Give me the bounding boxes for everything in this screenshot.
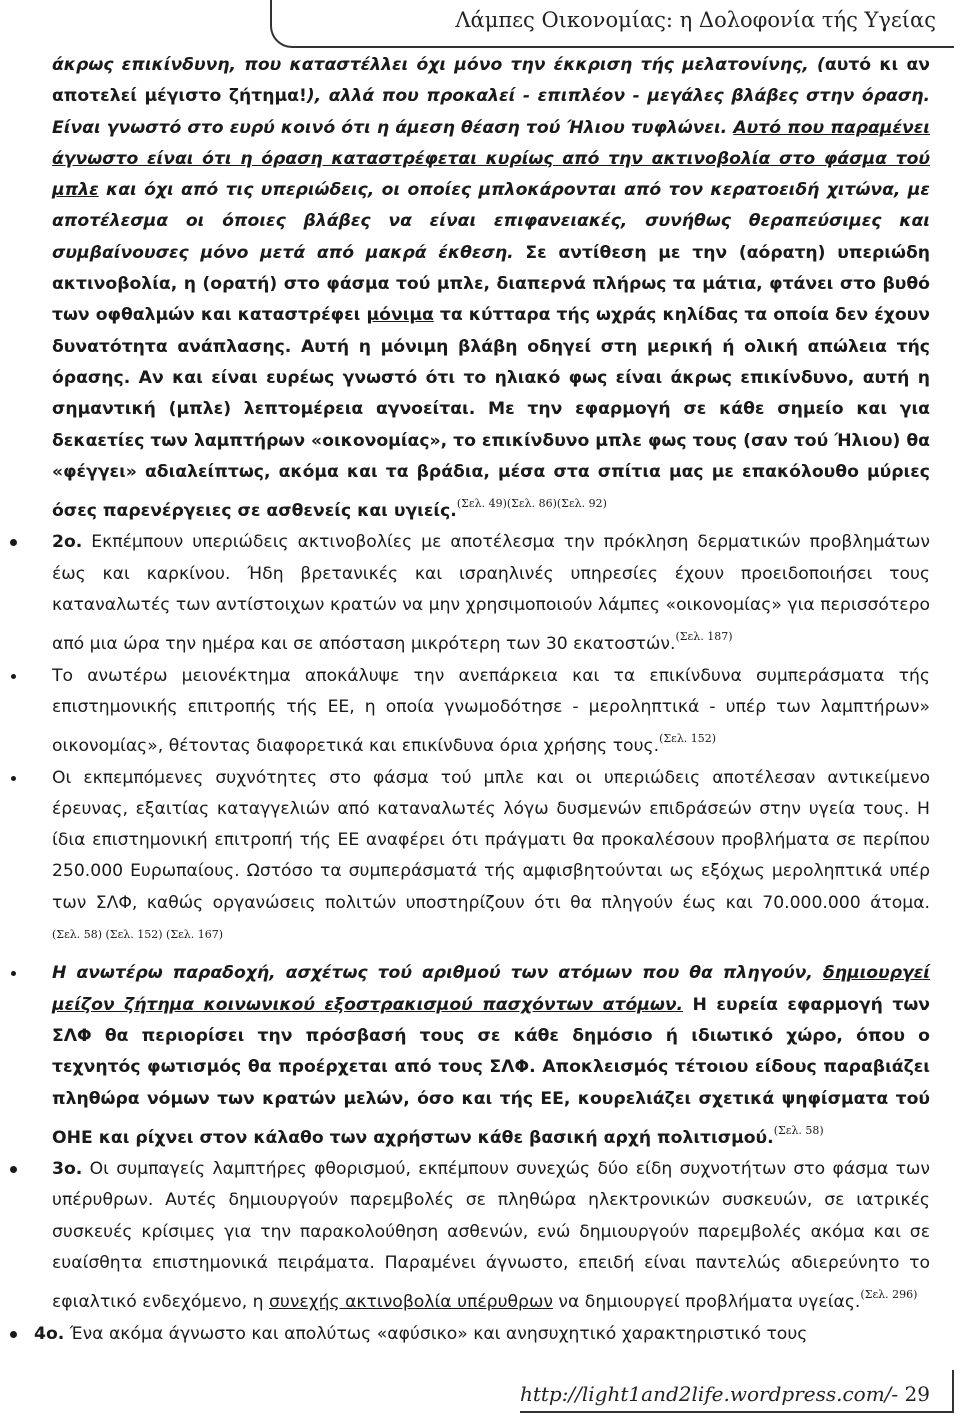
intro-underlined-text: μόνιμα: [366, 305, 434, 326]
bullet-icon: [11, 674, 16, 679]
footer-separator: -: [891, 1382, 905, 1406]
item-text: Οι εκπεμπόμενες συχνότητες στο φάσμα τού μπλε και οι υπεριώδεις αποτέλεσαν αντικείμενο έρευνας, εξαιτίας καταγγελιών από καταναλωτές λόγω δυσμενών επιδράσεών στην υγεία τους. Η ίδια επιστημονική επιτροπή τής ΕΕ αναφέρει ότι πράγματι θα προκαλέσουν προβλήματα σε περίπου 250.000 Ευρωπαίους. Ωστόσο τα συμπεράσματά τής αμφισβητούνται ως εξόχως μεροληπτικά υπέρ των ΣΛΦ, καθώς οργανώσεις πολιτών υποστηρίζουν ότι θα πληγούν έως και 70.000.000 άτομα.: [52, 767, 930, 913]
footer-url-link[interactable]: http://light1and2life.wordpress.com/: [519, 1382, 892, 1406]
list-item: [52, 661, 930, 763]
item-text: [683, 995, 692, 1015]
intro-text: ), αλλά που προκαλεί - επιπλέον - μεγάλες βλάβες στην όραση. Είναι γνωστό στο ευρύ κοινό ότι η άμεση θέαση τού Ήλιου τυφλώνει.: [52, 86, 930, 138]
intro-text: Σε αντίθεση με την (αόρατη) υπεριώδη ακτινοβολία, η (ορατή) στο φάσμα τού μπλε, διαπερνά πλήρως τα μάτια, φτάνει στο βυθό των οφθαλμών και καταστρέφει: [52, 242, 930, 326]
intro-text: και όχι από τις υπεριώδεις, οι οποίες μπλοκάρονται από τον κερατοειδή χιτώνα, με αποτέλεσμα οι όποιες βλάβες να είναι επιφανειακές, συνήθως θεραπεύσιμες και συμβαίνουσες μόνο μετά από μακρά έκθεση.: [52, 180, 930, 263]
item-text: Η ανωτέρω παραδοχή, ασχέτως τού αριθμού των ατόμων που θα πληγούν,: [52, 963, 823, 984]
list-item: [34, 1319, 930, 1350]
intro-text: άκρως επικίνδυνη, που καταστέλλει όχι μόνο την έκκριση τής μελατονίνης, (: [52, 55, 825, 75]
item-text: να δημιουργεί προβλήματα υγείας.: [552, 1292, 861, 1313]
bullet-icon: [11, 776, 16, 781]
item-underlined-text: δημιουργεί μείζον ζήτημα κοινωνικού εξοστρακισμού πασχόντων ατόμων.: [52, 963, 930, 1015]
list-item: [52, 958, 930, 1154]
footer: [520, 1382, 930, 1406]
bullet-icon: [10, 539, 17, 546]
item-text: Η ευρεία εφαρμογή των ΣΛΦ θα περιορίσει την πρόσβασή τους σε κάθε δημόσιο ή ιδιωτικό χώρο, όπου ο τεχνητός φωτισμός θα προέρχεται από τους ΣΛΦ. Αποκλεισμός τέτοιου είδους παραβιάζει πληθώρα νόμων των κρατών μελών, όσο και τής ΕΕ, κουρελιάζει σχετικά ψηφίσματα τού ΟΗΕ και ρίχνει στον κάλαθο των αχρήστων κάθε βασική αρχή πολιτισμού.: [52, 994, 930, 1148]
footer-rule-end: [952, 1370, 954, 1412]
footer-rule: [520, 1411, 954, 1413]
intro-underlined-text: μπλε: [52, 180, 99, 201]
page-reference: (Σελ. 58) (Σελ. 152) (Σελ. 167): [52, 928, 224, 942]
item-text: Εκπέμπουν υπεριώδεις ακτινοβολίες με αποτέλεσμα την πρόκληση δερματικών προβλημάτων έως και καρκίνου. Ήδη βρετανικές και ισραηλινές υπηρεσίες έχουν προειδοποιήσει τους καταναλωτές των αντίστοιχων κρατών να μην χρησιμοποιούν λάμπες «οικονομίας» για περισσότερο από μια ώρα την ημέρα και σε απόσταση μικρότερη των 30 εκατοστών.: [52, 532, 930, 655]
page-reference: (Σελ. 58): [773, 1123, 824, 1137]
item-text: Οι συμπαγείς λαμπτήρες φθορισμού, εκπέμπουν συνεχώς δύο είδη συχνοτήτων στο φάσμα των υπέρυθρων. Αυτές δημιουργούν παρεμβολές σε πληθώρα ηλεκτρονικών συσκευών, σε ιατρικές συσκευές κρίσιμες για την παρακολούθηση ασθενών, ενώ δημιουργούν παρεμβολές ακόμα και σε ευαίσθητα επιστημονικά πειράματα. Παραμένει άγνωστο, επειδή είναι παντελώς αδιερεύνητο το εφιαλτικό ενδεχόμενο, η: [52, 1159, 930, 1313]
bullet-icon: [10, 1166, 17, 1173]
intro-text: αυτό κι αν αποτελεί μέγιστο ζήτημα!: [52, 55, 930, 107]
intro-paragraph: [52, 50, 930, 527]
page-number: 29: [904, 1382, 930, 1406]
list-item: [52, 1154, 930, 1318]
page-reference: (Σελ. 49)(Σελ. 86)(Σελ. 92): [456, 497, 607, 511]
intro-underlined-text: Αυτό που παραμένει άγνωστο είναι ότι η όραση καταστρέφεται κυρίως από την ακτινοβολία στο φάσμα τού: [52, 117, 930, 169]
item-underlined-text: συνεχής ακτινοβολία υπέρυθρων: [268, 1292, 553, 1313]
page-reference: (Σελ. 296): [860, 1288, 918, 1302]
running-header-title: Λάμπες Οικονομίας: η Δολοφονία τής Υγείας: [455, 8, 936, 32]
item-text: Το ανωτέρω μειονέκτημα αποκάλυψε την ανεπάρκεια και τα επικίνδυνα συμπεράσματα τής επιστημονικής επιτροπής τής ΕΕ, η οποία γνωμοδότησε - μεροληπτικά - υπέρ των λαμπτήρων» οικονομίας», θέτοντας διαφορετικά και επικίνδυνα όρια χρήσης τους.: [52, 665, 930, 757]
intro-text: τα κύτταρα τής ωχράς κηλίδας τα οποία δεν έχουν δυνατότητα ανάπλασης. Αυτή η μόνιμη βλάβη οδηγεί στη μερική ή ολική απώλεια τής όρασης. Αν και είναι ευρέως γνωστό ότι το ηλιακό φως είναι άκρως επικίνδυνο, αυτή η σημαντική (μπλε) λεπτομέρεια αγνοείται. Με την εφαρμογή σε κάθε σημείο και για δεκαετίες των λαμπτήρων «οικονομίας», το επικίνδυνο μπλε φως τους (σαν τού Ήλιου) θα «φέγγει» αδιαλείπτως, ακόμα και τα βράδια, μέσα στα σπίτια μας με επακόλουθο μύριες όσες παρενέργειες σε ασθενείς και υγιείς.: [52, 305, 930, 522]
page-body: [34, 50, 930, 1350]
item-number: 3ο.: [52, 1159, 83, 1180]
bullet-icon: [11, 971, 16, 976]
page-reference: (Σελ. 187): [675, 630, 733, 644]
list-item: [52, 527, 930, 660]
list-item: [52, 763, 930, 959]
item-number: 4ο.: [34, 1323, 65, 1344]
page-reference: (Σελ. 152): [659, 732, 717, 746]
item-number: 2ο.: [52, 532, 83, 553]
item-text: Ένα ακόμα άγνωστο και απολύτως «αφύσικο» και ανησυχητικό χαρακτηριστικό τους: [64, 1323, 808, 1344]
bullet-icon: [10, 1331, 17, 1338]
